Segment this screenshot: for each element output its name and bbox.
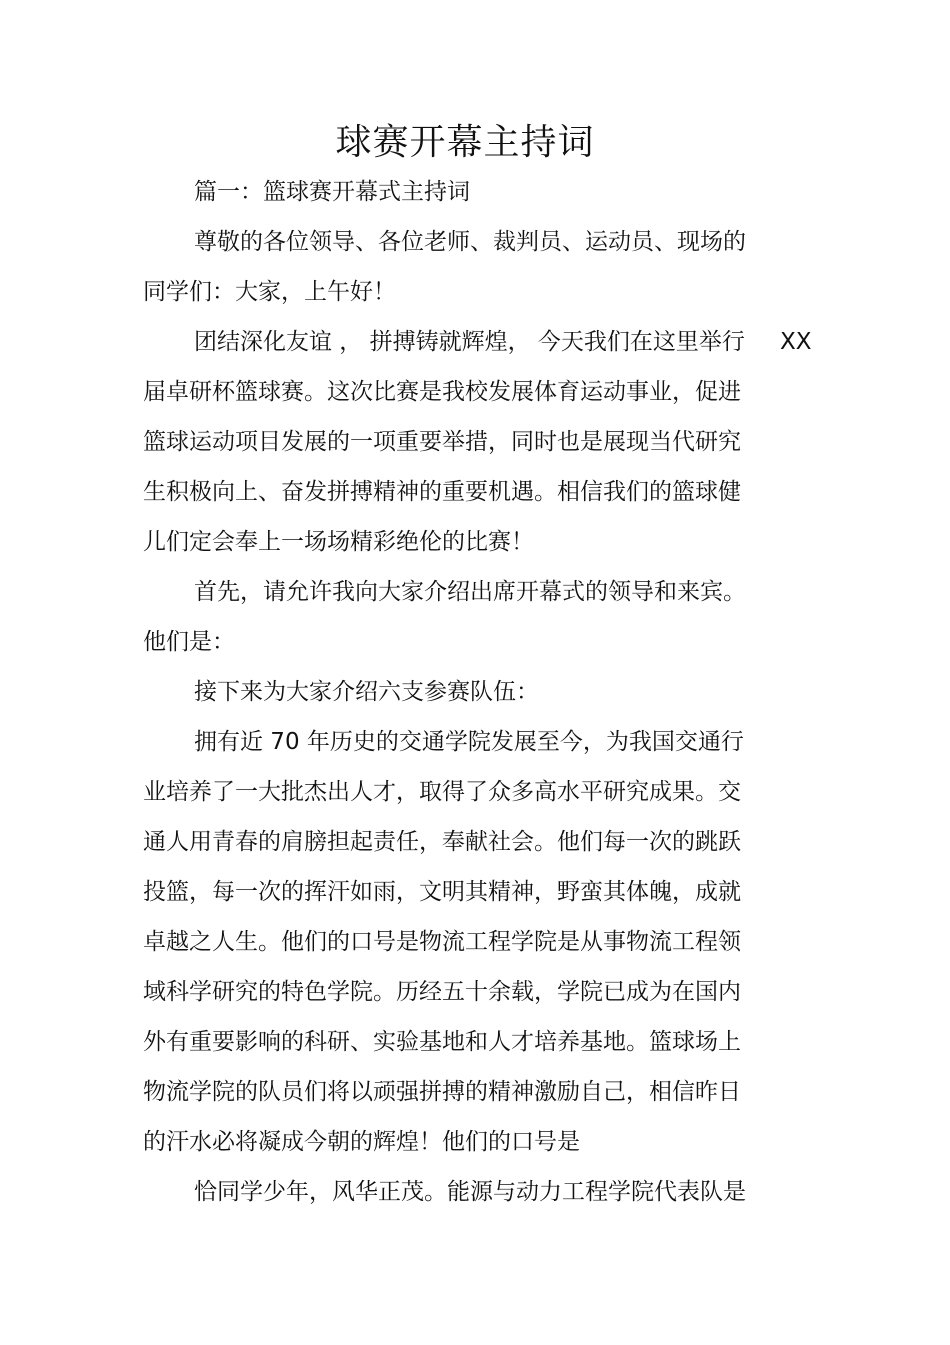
paragraph-line: 物流学院的队员们将以顽强拼搏的精神激励自己，相信昨日	[143, 1079, 741, 1105]
placeholder-xx: XX	[780, 329, 812, 355]
paragraph-line: 届卓研杯篮球赛。这次比赛是我校发展体育运动事业，促进	[143, 379, 741, 405]
paragraph-line: 外有重要影响的科研、实验基地和人才培养基地。篮球场上	[143, 1029, 741, 1055]
paragraph-line: 投篮，每一次的挥汗如雨，文明其精神，野蛮其体魄，成就	[143, 879, 741, 905]
paragraph-line: 业培养了一大批杰出人才，取得了众多高水平研究成果。交	[143, 779, 741, 805]
paragraph-line: 生积极向上、奋发拼搏精神的重要机遇。相信我们的篮球健	[143, 479, 741, 505]
paragraph-line: 拥有近 70 年历史的交通学院发展至今，为我国交通行	[194, 729, 744, 755]
document-title: 球赛开幕主持词	[335, 122, 595, 163]
paragraph-line: 恰同学少年，风华正茂。能源与动力工程学院代表队是	[194, 1179, 746, 1205]
paragraph-line: 尊敬的各位领导、各位老师、裁判员、运动员、现场的	[194, 229, 746, 255]
paragraph-line: 通人用青春的肩膀担起责任，奉献社会。他们每一次的跳跃	[143, 829, 741, 855]
section-heading: 篇一：篮球赛开幕式主持词	[194, 179, 470, 205]
paragraph-line: 域科学研究的特色学院。历经五十余载，学院已成为在国内	[143, 979, 741, 1005]
paragraph-line: 他们是：	[143, 629, 235, 655]
paragraph-line: 儿们定会奉上一场场精彩绝伦的比赛！	[143, 529, 534, 555]
paragraph-line: 团结深化友谊 ， 拼搏铸就辉煌， 今天我们在这里举行	[194, 329, 745, 355]
paragraph-line: 卓越之人生。他们的口号是物流工程学院是从事物流工程领	[143, 929, 741, 955]
paragraph-line: 首先，请允许我向大家介绍出席开幕式的领导和来宾。	[194, 579, 746, 605]
paragraph-line: 接下来为大家介绍六支参赛队伍：	[194, 679, 539, 705]
paragraph-line: 的汗水必将凝成今朝的辉煌！他们的口号是	[143, 1129, 580, 1155]
paragraph-line: 同学们：大家，上午好！	[143, 279, 396, 305]
paragraph-line: 篮球运动项目发展的一项重要举措，同时也是展现当代研究	[143, 429, 741, 455]
